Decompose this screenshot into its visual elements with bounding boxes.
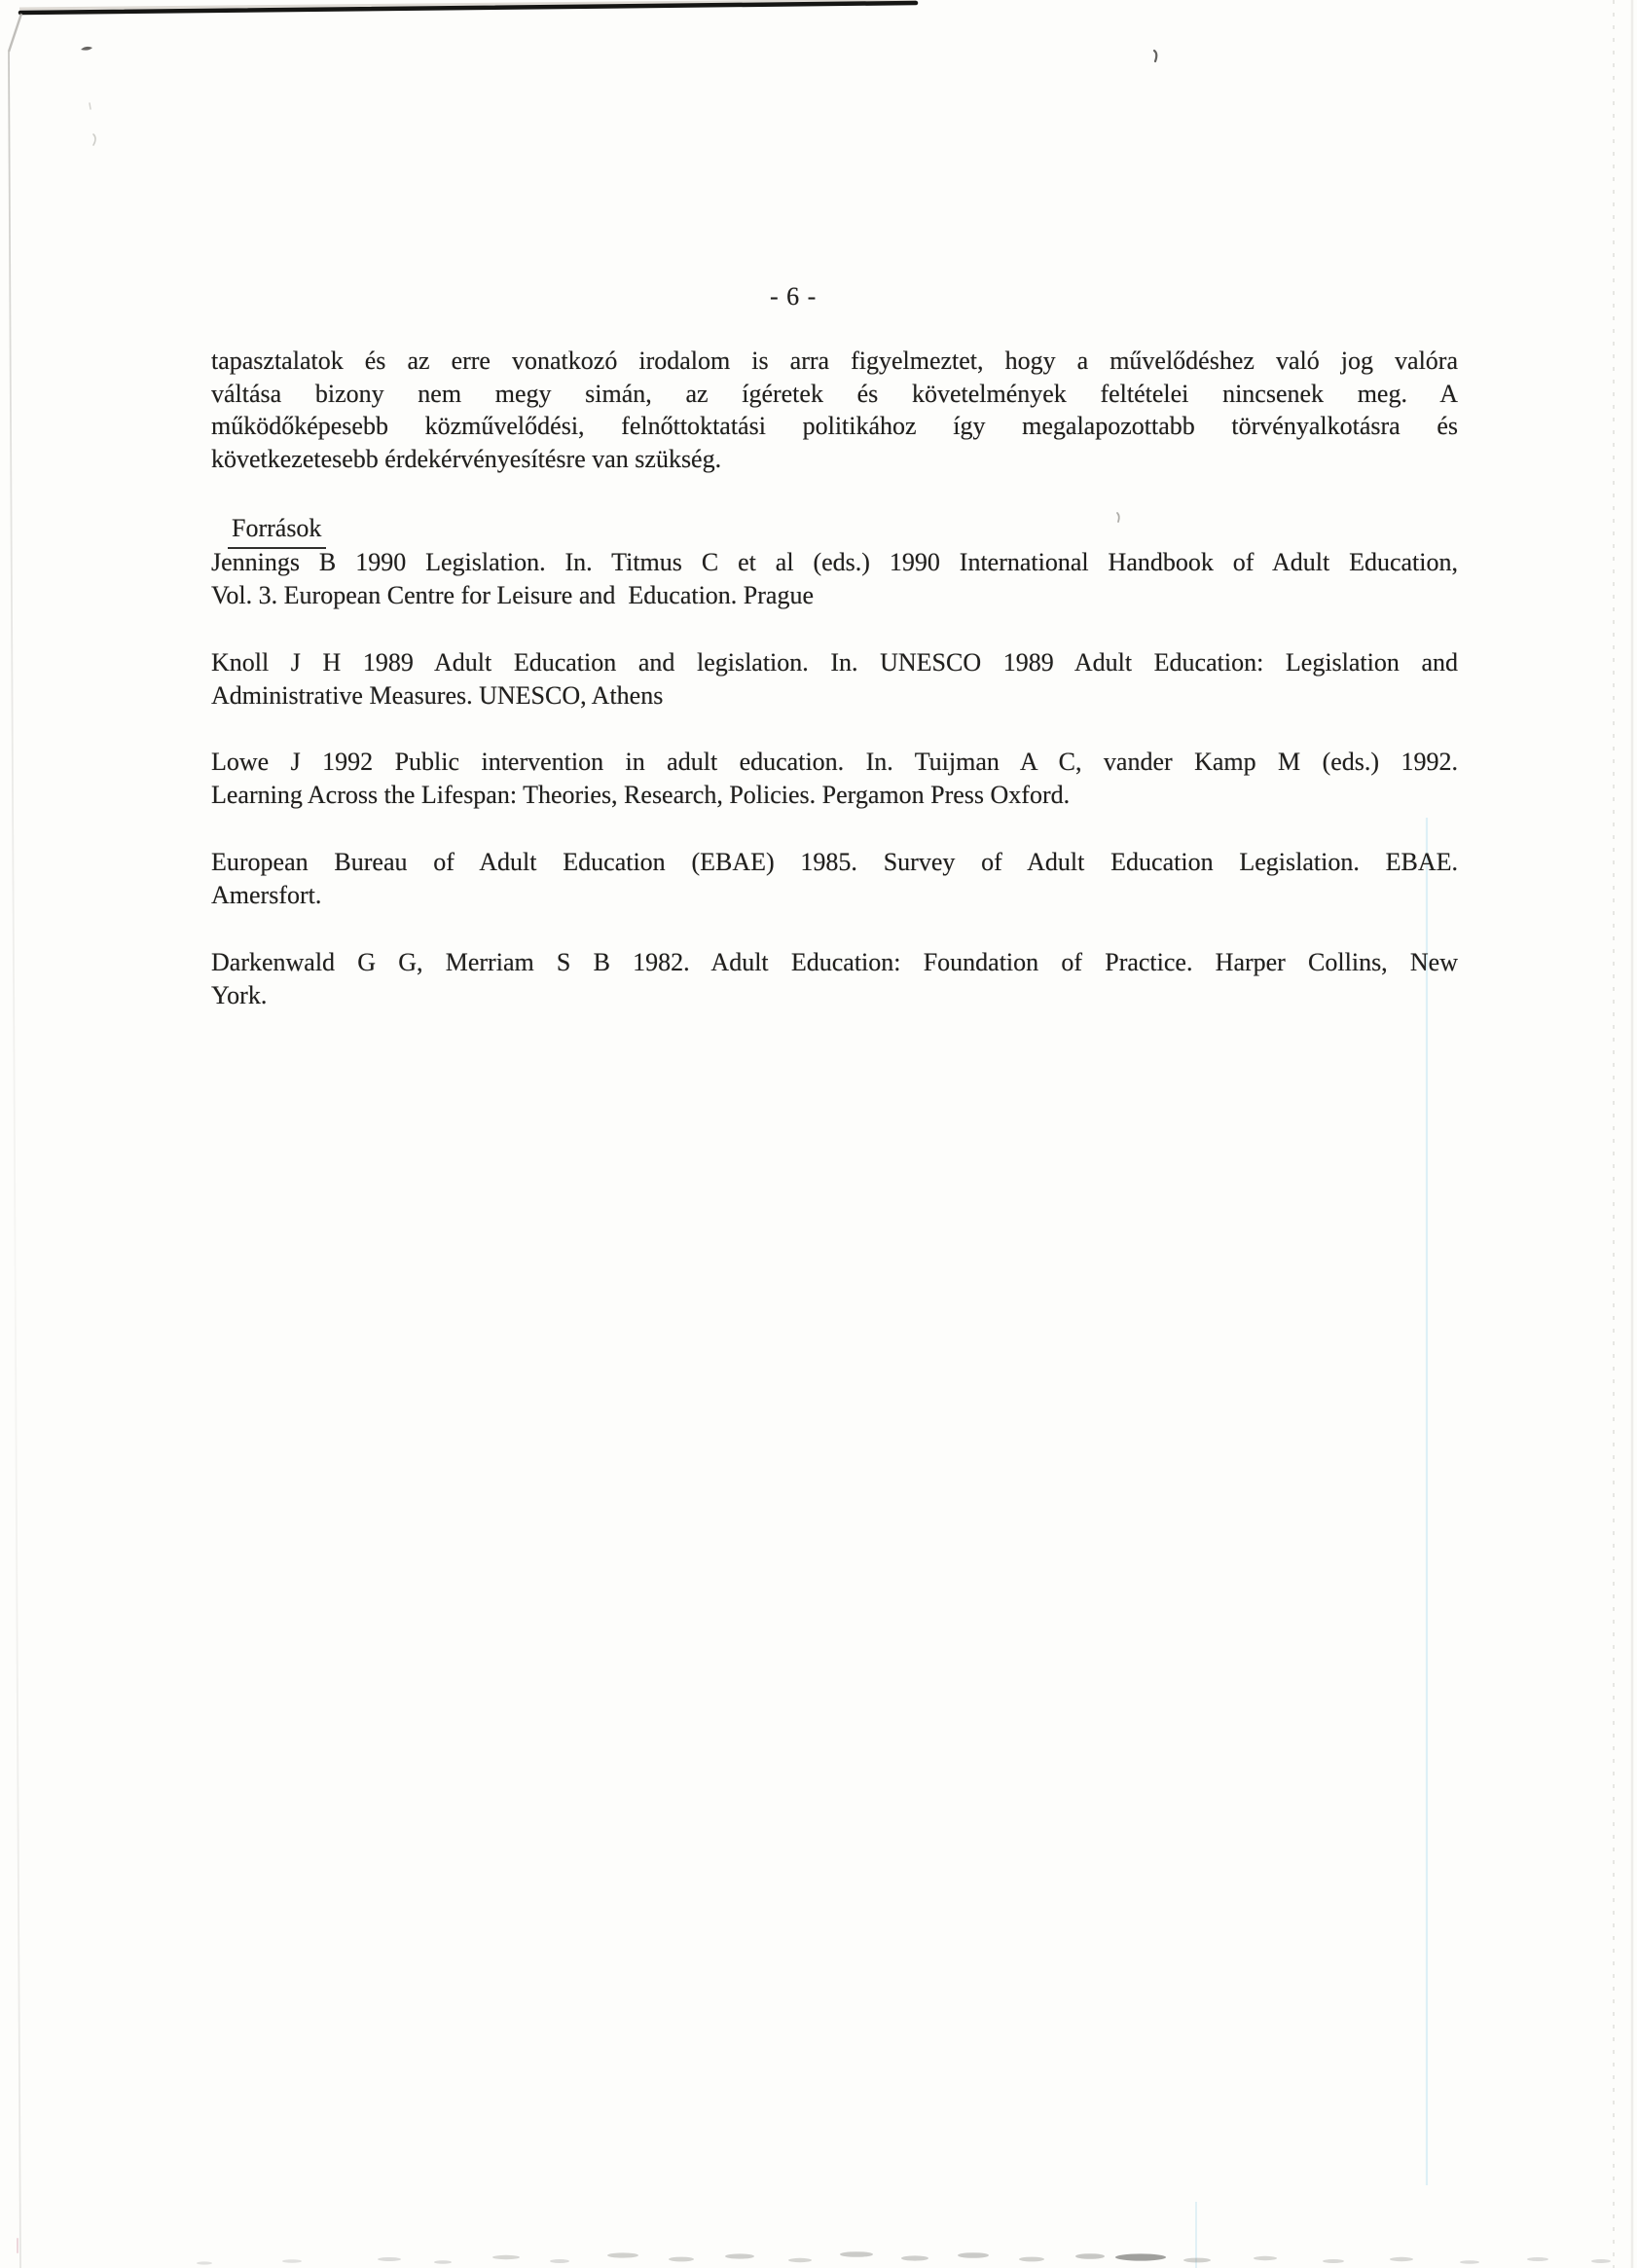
reference-line: Administrative Measures. UNESCO, Athens <box>211 680 664 710</box>
top-scan-edge-line <box>20 3 916 13</box>
reference-line: Lowe J 1992 Public intervention in adult education. In. Tuijman A C, vander Kamp M (eds.) 1992. <box>211 748 1458 776</box>
sources-heading <box>228 512 326 549</box>
reference-entry-jennings <box>211 546 1458 611</box>
reference-line: Knoll J H 1989 Adult Education and legislation. In. UNESCO 1989 Adult Education: Legislation and <box>211 648 1458 677</box>
reference-entry-lowe <box>211 746 1458 811</box>
page-number: - 6 - <box>770 282 818 311</box>
ink-speck <box>1154 51 1156 61</box>
bottom-scan-noise <box>197 2251 1611 2264</box>
body-paragraph <box>211 345 1458 475</box>
ink-speck <box>93 134 95 145</box>
ink-speck <box>90 103 91 109</box>
reference-line: Vol. 3. European Centre for Leisure and Education. Prague <box>211 580 814 609</box>
top-scan-edge-halo <box>19 0 916 9</box>
reference-line: York. <box>211 980 268 1009</box>
reference-line: Darkenwald G G, Merriam S B 1982. Adult Education: Foundation of Practice. Harper Collins, New <box>211 948 1458 976</box>
reference-line: European Bureau of Adult Education (EBAE) 1985. Survey of Adult Education Legislation. EBAE. <box>211 848 1458 876</box>
ink-speck <box>81 47 92 51</box>
reference-line: Jennings B 1990 Legislation. In. Titmus C et al (eds.) 1990 International Handbook of Adult Education, <box>211 548 1458 576</box>
sources-heading-label: Források <box>228 512 326 549</box>
ink-speck <box>1117 513 1119 522</box>
reference-entry-knoll <box>211 646 1458 712</box>
left-page-edge <box>9 52 20 2268</box>
paragraph-line: következetesebb érdekérvényesítésre van szükség. <box>211 444 722 473</box>
paragraph-line: váltása bizony nem megy simán, az ígéretek és követelmények feltételei nincsenek meg. A <box>211 379 1458 408</box>
paragraph-line: tapasztalatok és az erre vonatkozó irodalom is arra figyelmeztet, hogy a művelődéshez való jog valóra <box>211 347 1458 375</box>
reference-line: Learning Across the Lifespan: Theories, Research, Policies. Pergamon Press Oxford. <box>211 780 1071 809</box>
reference-entry-ebae <box>211 846 1458 911</box>
reference-entry-darkenwald <box>211 946 1458 1011</box>
reference-line: Amersfort. <box>211 880 322 909</box>
page-corner-crease <box>9 14 21 52</box>
paragraph-line: működőképesebb közművelődési, felnőttoktatási politikához így megalapozottabb törvényalkotásra és <box>211 412 1458 440</box>
